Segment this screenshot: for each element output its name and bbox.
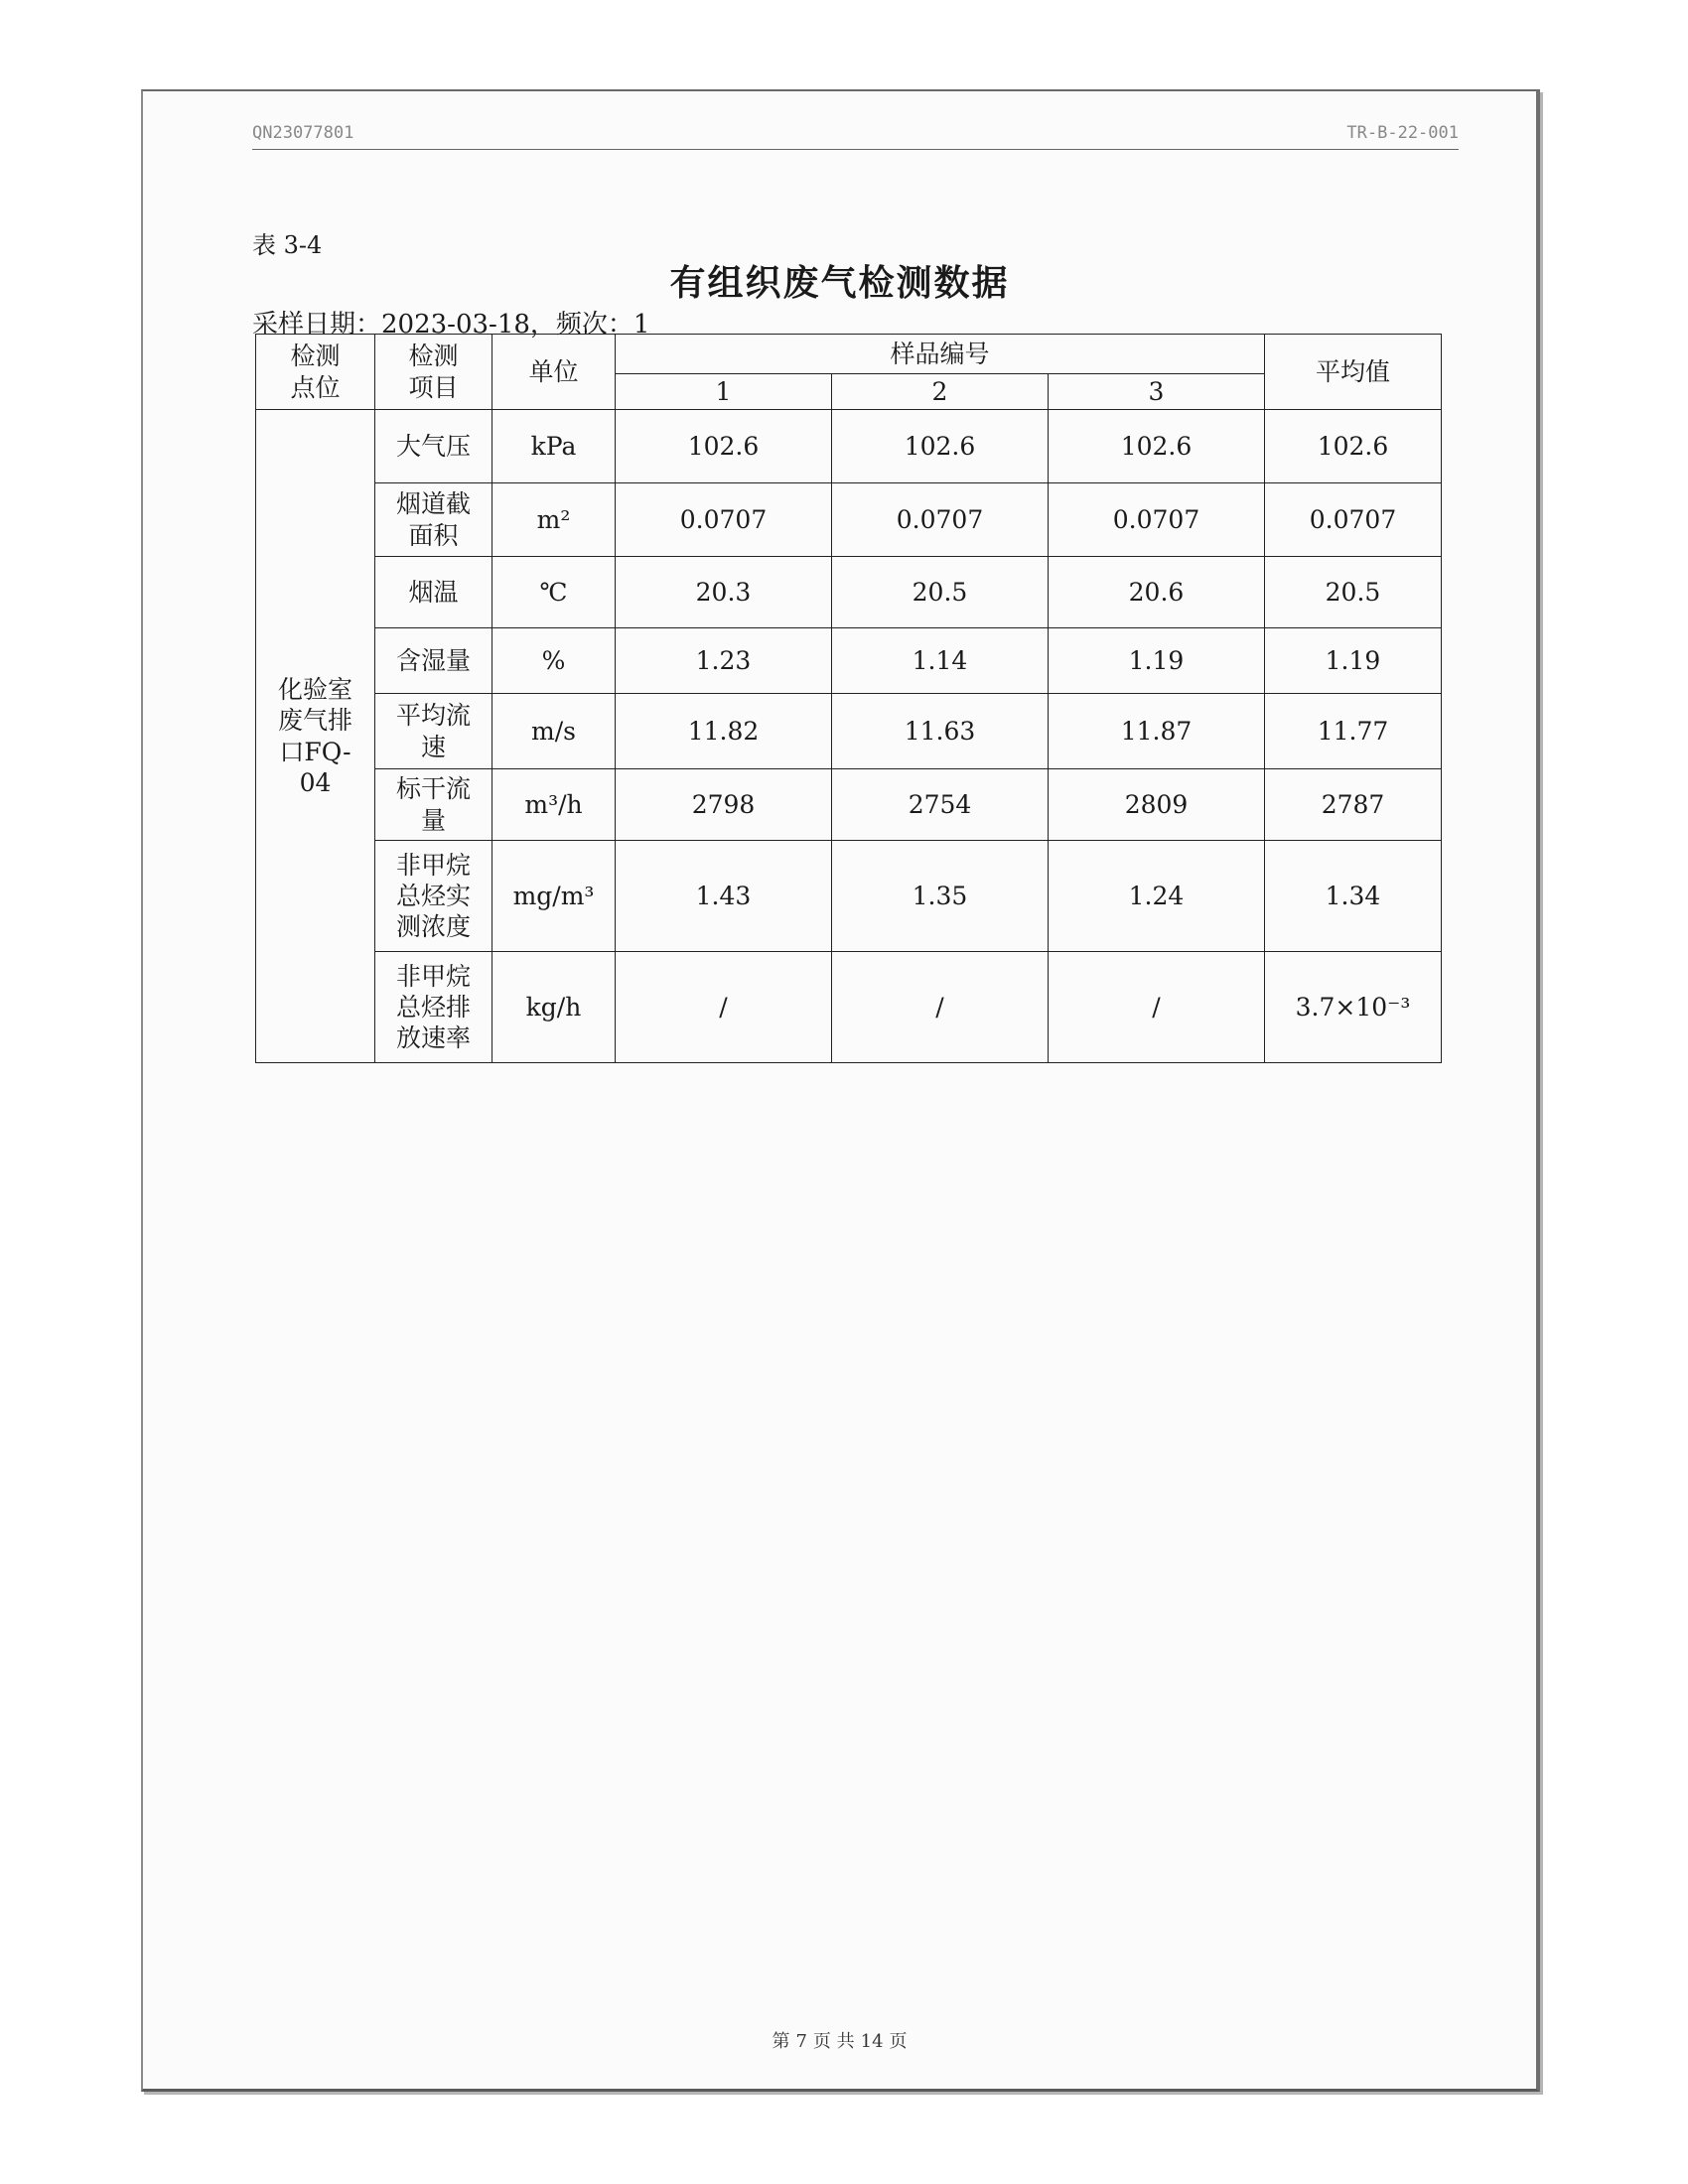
location-cell: 化验室废气排口FQ-04 [256, 410, 375, 1063]
table-row [256, 483, 1442, 557]
emission-data-table [255, 334, 1442, 1063]
page-number: 7 [795, 2031, 807, 2052]
item-cell: 含湿量 [375, 628, 492, 694]
header-sample-1: 1 [616, 374, 832, 410]
unit-cell: mg/m³ [492, 841, 616, 952]
item-cell: 平均流速 [375, 694, 492, 769]
total-pages: 14 [860, 2031, 884, 2052]
item-cell: 烟温 [375, 557, 492, 628]
value-cell: 11.82 [616, 694, 832, 769]
value-cell: 2754 [832, 769, 1049, 841]
unit-cell: kg/h [492, 952, 616, 1063]
value-cell: 20.6 [1049, 557, 1265, 628]
unit-cell: kPa [492, 410, 616, 483]
header-unit: 单位 [492, 335, 616, 410]
average-cell: 3.7×10⁻³ [1265, 952, 1442, 1063]
header-sample-2: 2 [832, 374, 1049, 410]
header-sample-number: 样品编号 [616, 335, 1265, 374]
value-cell: 1.24 [1049, 841, 1265, 952]
report-number: QN23077801 [252, 123, 354, 143]
value-cell: / [832, 952, 1049, 1063]
unit-cell: m³/h [492, 769, 616, 841]
average-cell: 1.19 [1265, 628, 1442, 694]
document-page [141, 89, 1540, 2092]
average-cell: 11.77 [1265, 694, 1442, 769]
average-cell: 1.34 [1265, 841, 1442, 952]
item-cell: 大气压 [375, 410, 492, 483]
header-item: 检测项目 [375, 335, 492, 410]
table-row [256, 769, 1442, 841]
unit-cell: % [492, 628, 616, 694]
value-cell: 1.23 [616, 628, 832, 694]
header-sample-3: 3 [1049, 374, 1265, 410]
value-cell: 0.0707 [832, 483, 1049, 557]
table-row [256, 694, 1442, 769]
item-cell: 标干流量 [375, 769, 492, 841]
average-cell: 0.0707 [1265, 483, 1442, 557]
value-cell: 11.87 [1049, 694, 1265, 769]
footer-middle: 页 共 [812, 2031, 855, 2052]
value-cell: 1.43 [616, 841, 832, 952]
footer-suffix: 页 [889, 2031, 908, 2052]
page-title: 有组织废气检测数据 [669, 262, 1010, 304]
unit-cell: ℃ [492, 557, 616, 628]
value-cell: 1.14 [832, 628, 1049, 694]
value-cell: 102.6 [832, 410, 1049, 483]
value-cell: 1.35 [832, 841, 1049, 952]
table-header-row [256, 335, 1442, 374]
table-row [256, 557, 1442, 628]
footer-prefix: 第 [772, 2031, 790, 2052]
value-cell: 2798 [616, 769, 832, 841]
unit-cell: m² [492, 483, 616, 557]
unit-cell: m/s [492, 694, 616, 769]
table-row [256, 628, 1442, 694]
page-footer [143, 2027, 1536, 2053]
average-cell: 102.6 [1265, 410, 1442, 483]
value-cell: 20.3 [616, 557, 832, 628]
item-cell: 非甲烷总烃实测浓度 [375, 841, 492, 952]
average-cell: 20.5 [1265, 557, 1442, 628]
value-cell: / [1049, 952, 1265, 1063]
value-cell: / [616, 952, 832, 1063]
table-row [256, 841, 1442, 952]
item-cell: 非甲烷总烃排放速率 [375, 952, 492, 1063]
header-location: 检测点位 [256, 335, 375, 410]
value-cell: 2809 [1049, 769, 1265, 841]
value-cell: 1.19 [1049, 628, 1265, 694]
table-row [256, 952, 1442, 1063]
value-cell: 11.63 [832, 694, 1049, 769]
sampling-info: 采样日期：2023-03-18，频次：1 [252, 310, 650, 340]
value-cell: 0.0707 [616, 483, 832, 557]
value-cell: 102.6 [1049, 410, 1265, 483]
table-row [256, 410, 1442, 483]
item-cell: 烟道截面积 [375, 483, 492, 557]
average-cell: 2787 [1265, 769, 1442, 841]
page-header [252, 123, 1459, 150]
value-cell: 0.0707 [1049, 483, 1265, 557]
table-number: 表 3-4 [252, 231, 323, 259]
value-cell: 102.6 [616, 410, 832, 483]
value-cell: 20.5 [832, 557, 1049, 628]
header-average: 平均值 [1265, 335, 1442, 410]
form-code: TR-B-22-001 [1346, 123, 1459, 143]
